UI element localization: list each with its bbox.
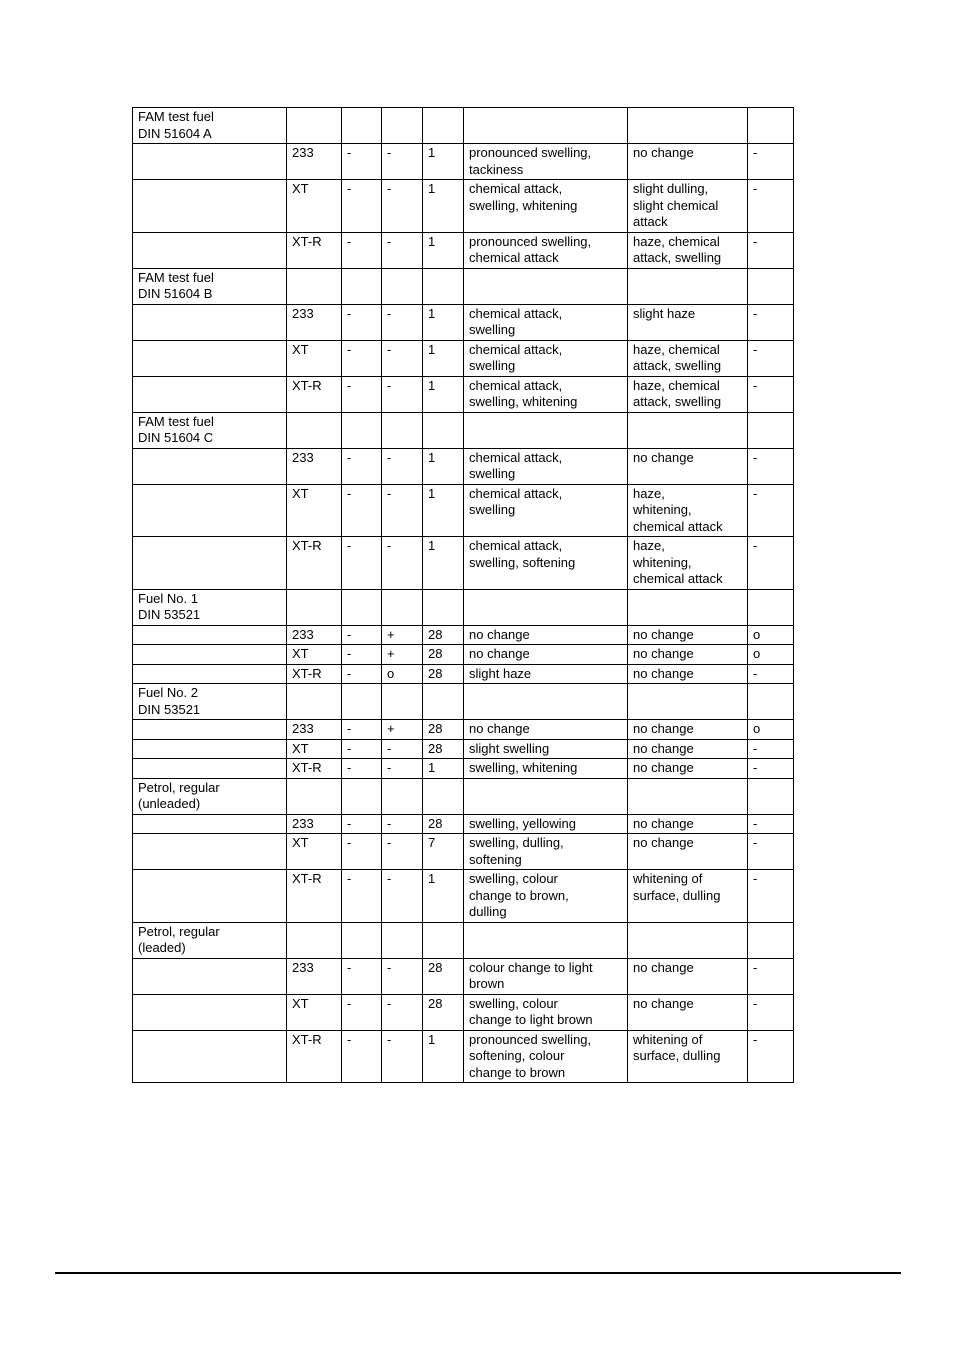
empty-cell — [133, 739, 287, 759]
rating-cell-2: - — [382, 739, 423, 759]
table-row — [133, 537, 794, 590]
empty-cell — [628, 268, 748, 304]
table-row — [133, 340, 794, 376]
effect-cell-2: no change — [628, 834, 748, 870]
table-row — [133, 994, 794, 1030]
effect-cell-2: no change — [628, 739, 748, 759]
rating-cell-1: - — [342, 834, 382, 870]
days-cell: 28 — [423, 994, 464, 1030]
empty-cell — [133, 537, 287, 590]
effect-cell-2: haze, chemical attack, swelling — [628, 340, 748, 376]
effect-cell: no change — [464, 720, 628, 740]
empty-cell — [464, 268, 628, 304]
empty-cell — [382, 108, 423, 144]
effect-cell: no change — [464, 645, 628, 665]
empty-cell — [133, 625, 287, 645]
empty-cell — [133, 232, 287, 268]
effect-cell: chemical attack, swelling — [464, 340, 628, 376]
grade-cell: XT-R — [287, 232, 342, 268]
empty-cell — [133, 448, 287, 484]
medium-name-cell: FAM test fuel DIN 51604 C — [133, 412, 287, 448]
rating-cell-2: - — [382, 870, 423, 923]
rating-cell-2: - — [382, 448, 423, 484]
empty-cell — [133, 870, 287, 923]
rating-cell-1: - — [342, 645, 382, 665]
grade-cell: 233 — [287, 814, 342, 834]
empty-cell — [342, 268, 382, 304]
grade-cell: XT — [287, 645, 342, 665]
effect-cell-2: no change — [628, 994, 748, 1030]
empty-cell — [342, 108, 382, 144]
medium-header-row — [133, 589, 794, 625]
empty-cell — [382, 589, 423, 625]
effect-cell: chemical attack, swelling — [464, 304, 628, 340]
days-cell: 1 — [423, 340, 464, 376]
days-cell: 1 — [423, 537, 464, 590]
rating-cell-3: - — [748, 834, 794, 870]
effect-cell-2: no change — [628, 814, 748, 834]
empty-cell — [133, 834, 287, 870]
effect-cell-2: whitening of surface, dulling — [628, 1030, 748, 1083]
effect-cell-2: no change — [628, 645, 748, 665]
effect-cell: pronounced swelling, softening, colour change to brown — [464, 1030, 628, 1083]
effect-cell-2: no change — [628, 720, 748, 740]
rating-cell-3: - — [748, 870, 794, 923]
medium-header-row — [133, 922, 794, 958]
rating-cell-3: - — [748, 814, 794, 834]
rating-cell-2: - — [382, 994, 423, 1030]
empty-cell — [382, 922, 423, 958]
empty-cell — [748, 922, 794, 958]
empty-cell — [287, 108, 342, 144]
empty-cell — [342, 412, 382, 448]
rating-cell-1: - — [342, 625, 382, 645]
empty-cell — [423, 268, 464, 304]
empty-cell — [628, 108, 748, 144]
empty-cell — [133, 144, 287, 180]
rating-cell-2: - — [382, 1030, 423, 1083]
table-row — [133, 720, 794, 740]
table-row — [133, 664, 794, 684]
empty-cell — [628, 684, 748, 720]
effect-cell: swelling, dulling, softening — [464, 834, 628, 870]
effect-cell-2: slight haze — [628, 304, 748, 340]
rating-cell-1: - — [342, 448, 382, 484]
empty-cell — [342, 684, 382, 720]
rating-cell-3: - — [748, 484, 794, 537]
rating-cell-2: - — [382, 484, 423, 537]
rating-cell-3: - — [748, 180, 794, 233]
empty-cell — [382, 778, 423, 814]
medium-name-cell: Petrol, regular (leaded) — [133, 922, 287, 958]
table-row — [133, 180, 794, 233]
effect-cell-2: haze, whitening, chemical attack — [628, 484, 748, 537]
medium-header-row — [133, 684, 794, 720]
rating-cell-2: - — [382, 180, 423, 233]
empty-cell — [423, 684, 464, 720]
rating-cell-2: + — [382, 625, 423, 645]
rating-cell-2: - — [382, 834, 423, 870]
days-cell: 28 — [423, 720, 464, 740]
grade-cell: 233 — [287, 448, 342, 484]
rating-cell-2: - — [382, 958, 423, 994]
grade-cell: 233 — [287, 625, 342, 645]
rating-cell-1: - — [342, 376, 382, 412]
rating-cell-3: - — [748, 994, 794, 1030]
grade-cell: XT — [287, 834, 342, 870]
rating-cell-2: - — [382, 232, 423, 268]
empty-cell — [133, 645, 287, 665]
medium-name-cell: FAM test fuel DIN 51604 A — [133, 108, 287, 144]
grade-cell: XT — [287, 340, 342, 376]
empty-cell — [423, 778, 464, 814]
table-row — [133, 739, 794, 759]
empty-cell — [287, 268, 342, 304]
effect-cell: swelling, yellowing — [464, 814, 628, 834]
days-cell: 1 — [423, 484, 464, 537]
empty-cell — [423, 922, 464, 958]
medium-name-cell: FAM test fuel DIN 51604 B — [133, 268, 287, 304]
rating-cell-2: - — [382, 759, 423, 779]
empty-cell — [133, 340, 287, 376]
grade-cell: 233 — [287, 304, 342, 340]
days-cell: 1 — [423, 376, 464, 412]
empty-cell — [628, 778, 748, 814]
table-row — [133, 376, 794, 412]
table-row — [133, 958, 794, 994]
rating-cell-3: - — [748, 144, 794, 180]
effect-cell-2: haze, whitening, chemical attack — [628, 537, 748, 590]
rating-cell-3: - — [748, 448, 794, 484]
empty-cell — [628, 589, 748, 625]
empty-cell — [133, 1030, 287, 1083]
effect-cell: swelling, colour change to brown, dulling — [464, 870, 628, 923]
table-row — [133, 484, 794, 537]
rating-cell-3: - — [748, 232, 794, 268]
empty-cell — [423, 412, 464, 448]
days-cell: 1 — [423, 144, 464, 180]
effect-cell: chemical attack, swelling, whitening — [464, 180, 628, 233]
grade-cell: 233 — [287, 144, 342, 180]
table-row — [133, 304, 794, 340]
days-cell: 1 — [423, 232, 464, 268]
empty-cell — [133, 664, 287, 684]
empty-cell — [382, 412, 423, 448]
empty-cell — [133, 814, 287, 834]
empty-cell — [287, 684, 342, 720]
table-row — [133, 870, 794, 923]
table-row — [133, 1030, 794, 1083]
effect-cell-2: slight dulling, slight chemical attack — [628, 180, 748, 233]
empty-cell — [287, 589, 342, 625]
empty-cell — [423, 589, 464, 625]
rating-cell-3: - — [748, 537, 794, 590]
table-body — [133, 108, 794, 1083]
effect-cell-2: whitening of surface, dulling — [628, 870, 748, 923]
rating-cell-2: + — [382, 720, 423, 740]
rating-cell-2: o — [382, 664, 423, 684]
days-cell: 28 — [423, 645, 464, 665]
effect-cell-2: no change — [628, 958, 748, 994]
empty-cell — [748, 108, 794, 144]
grade-cell: XT-R — [287, 759, 342, 779]
effect-cell: slight haze — [464, 664, 628, 684]
rating-cell-1: - — [342, 759, 382, 779]
rating-cell-3: - — [748, 304, 794, 340]
rating-cell-2: - — [382, 304, 423, 340]
medium-header-row — [133, 412, 794, 448]
rating-cell-3: - — [748, 1030, 794, 1083]
empty-cell — [382, 684, 423, 720]
rating-cell-3: - — [748, 376, 794, 412]
rating-cell-1: - — [342, 232, 382, 268]
grade-cell: XT-R — [287, 870, 342, 923]
rating-cell-3: - — [748, 739, 794, 759]
rating-cell-3: o — [748, 720, 794, 740]
empty-cell — [382, 268, 423, 304]
medium-name-cell: Petrol, regular (unleaded) — [133, 778, 287, 814]
empty-cell — [342, 778, 382, 814]
chemical-resistance-table — [132, 107, 794, 1083]
rating-cell-1: - — [342, 304, 382, 340]
grade-cell: XT-R — [287, 537, 342, 590]
effect-cell: no change — [464, 625, 628, 645]
medium-header-row — [133, 268, 794, 304]
empty-cell — [748, 778, 794, 814]
rating-cell-1: - — [342, 144, 382, 180]
rating-cell-1: - — [342, 814, 382, 834]
days-cell: 1 — [423, 759, 464, 779]
rating-cell-3: - — [748, 759, 794, 779]
rating-cell-1: - — [342, 484, 382, 537]
empty-cell — [748, 268, 794, 304]
empty-cell — [464, 778, 628, 814]
empty-cell — [133, 720, 287, 740]
table-row — [133, 759, 794, 779]
days-cell: 1 — [423, 1030, 464, 1083]
rating-cell-3: - — [748, 340, 794, 376]
empty-cell — [342, 922, 382, 958]
rating-cell-1: - — [342, 994, 382, 1030]
days-cell: 28 — [423, 739, 464, 759]
empty-cell — [464, 922, 628, 958]
medium-name-cell: Fuel No. 2 DIN 53521 — [133, 684, 287, 720]
grade-cell: XT — [287, 994, 342, 1030]
days-cell: 1 — [423, 180, 464, 233]
grade-cell: XT-R — [287, 664, 342, 684]
days-cell: 28 — [423, 958, 464, 994]
medium-name-cell: Fuel No. 1 DIN 53521 — [133, 589, 287, 625]
table-row — [133, 448, 794, 484]
grade-cell: XT-R — [287, 376, 342, 412]
empty-cell — [464, 108, 628, 144]
table-row — [133, 144, 794, 180]
rating-cell-1: - — [342, 739, 382, 759]
empty-cell — [133, 304, 287, 340]
rating-cell-2: - — [382, 340, 423, 376]
rating-cell-1: - — [342, 664, 382, 684]
effect-cell: chemical attack, swelling, whitening — [464, 376, 628, 412]
empty-cell — [423, 108, 464, 144]
empty-cell — [287, 922, 342, 958]
rating-cell-2: - — [382, 537, 423, 590]
grade-cell: XT — [287, 484, 342, 537]
footer-rule — [55, 1272, 901, 1274]
grade-cell: XT-R — [287, 1030, 342, 1083]
rating-cell-1: - — [342, 958, 382, 994]
effect-cell: colour change to light brown — [464, 958, 628, 994]
empty-cell — [133, 994, 287, 1030]
rating-cell-1: - — [342, 340, 382, 376]
days-cell: 1 — [423, 870, 464, 923]
empty-cell — [628, 412, 748, 448]
empty-cell — [133, 958, 287, 994]
grade-cell: XT — [287, 739, 342, 759]
days-cell: 28 — [423, 625, 464, 645]
days-cell: 7 — [423, 834, 464, 870]
effect-cell: chemical attack, swelling — [464, 484, 628, 537]
rating-cell-1: - — [342, 720, 382, 740]
effect-cell-2: haze, chemical attack, swelling — [628, 376, 748, 412]
effect-cell: swelling, whitening — [464, 759, 628, 779]
effect-cell: chemical attack, swelling — [464, 448, 628, 484]
rating-cell-1: - — [342, 1030, 382, 1083]
table-row — [133, 834, 794, 870]
medium-header-row — [133, 778, 794, 814]
empty-cell — [287, 412, 342, 448]
empty-cell — [287, 778, 342, 814]
days-cell: 1 — [423, 304, 464, 340]
table-row — [133, 625, 794, 645]
rating-cell-3: o — [748, 645, 794, 665]
grade-cell: 233 — [287, 720, 342, 740]
table-row — [133, 232, 794, 268]
empty-cell — [133, 180, 287, 233]
table-row — [133, 814, 794, 834]
empty-cell — [464, 412, 628, 448]
rating-cell-2: - — [382, 376, 423, 412]
rating-cell-3: - — [748, 664, 794, 684]
empty-cell — [133, 484, 287, 537]
days-cell: 1 — [423, 448, 464, 484]
effect-cell-2: no change — [628, 625, 748, 645]
effect-cell-2: no change — [628, 448, 748, 484]
empty-cell — [342, 589, 382, 625]
rating-cell-1: - — [342, 870, 382, 923]
empty-cell — [748, 589, 794, 625]
effect-cell: pronounced swelling, chemical attack — [464, 232, 628, 268]
table-row — [133, 645, 794, 665]
rating-cell-3: o — [748, 625, 794, 645]
grade-cell: 233 — [287, 958, 342, 994]
rating-cell-2: - — [382, 814, 423, 834]
rating-cell-3: - — [748, 958, 794, 994]
rating-cell-2: + — [382, 645, 423, 665]
rating-cell-1: - — [342, 537, 382, 590]
effect-cell: swelling, colour change to light brown — [464, 994, 628, 1030]
empty-cell — [464, 684, 628, 720]
effect-cell: slight swelling — [464, 739, 628, 759]
days-cell: 28 — [423, 814, 464, 834]
empty-cell — [628, 922, 748, 958]
effect-cell: pronounced swelling, tackiness — [464, 144, 628, 180]
rating-cell-2: - — [382, 144, 423, 180]
effect-cell-2: no change — [628, 759, 748, 779]
empty-cell — [133, 376, 287, 412]
effect-cell-2: no change — [628, 664, 748, 684]
empty-cell — [133, 759, 287, 779]
grade-cell: XT — [287, 180, 342, 233]
medium-header-row — [133, 108, 794, 144]
empty-cell — [748, 412, 794, 448]
effect-cell-2: haze, chemical attack, swelling — [628, 232, 748, 268]
days-cell: 28 — [423, 664, 464, 684]
rating-cell-1: - — [342, 180, 382, 233]
effect-cell: chemical attack, swelling, softening — [464, 537, 628, 590]
empty-cell — [464, 589, 628, 625]
empty-cell — [748, 684, 794, 720]
effect-cell-2: no change — [628, 144, 748, 180]
